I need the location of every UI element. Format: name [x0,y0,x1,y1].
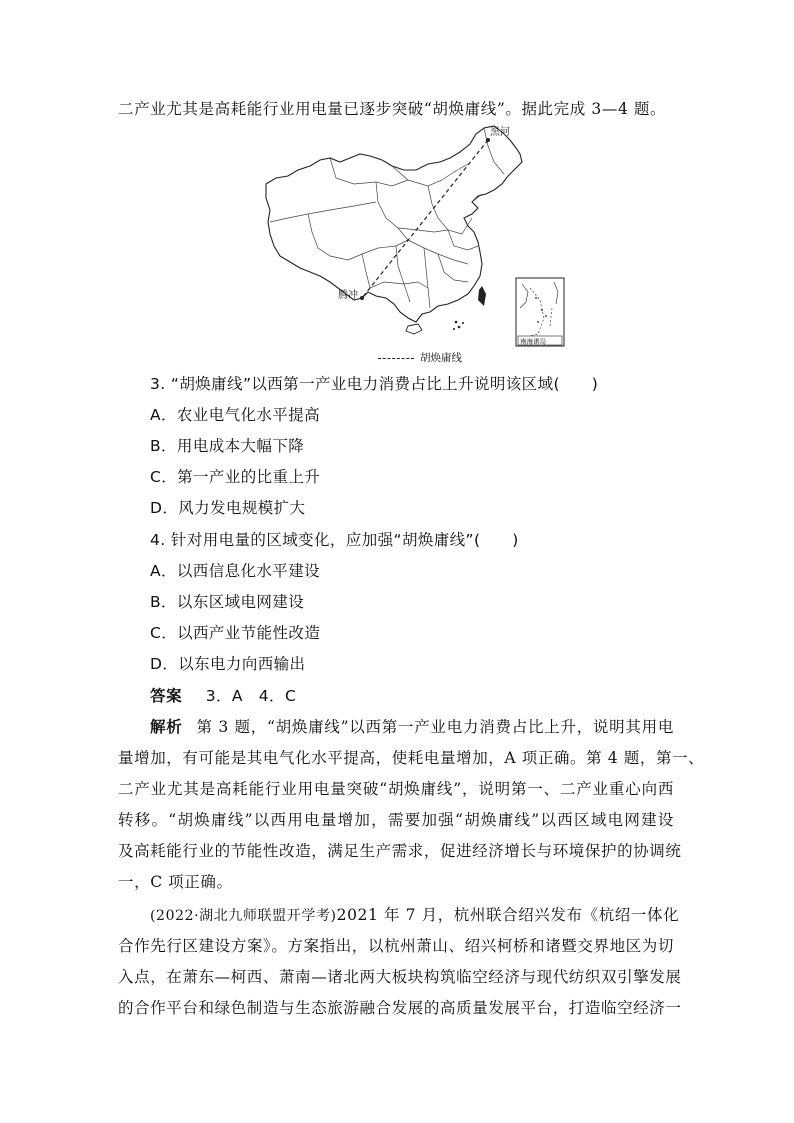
q4-option-c: C．以西产业节能性改造 [150,624,321,642]
passage-source: (2022·湖北九师联盟开学考) [150,908,337,924]
inset-label: 南海诸岛 [520,337,546,346]
q3-option-b: B．用电成本大幅下降 [150,437,305,455]
passage-line-4: 的合作平台和绿色制造与生态旅游融合发展的高质量发展平台，打造临空经济一 [118,999,682,1017]
analysis-line-3: 二产业尤其是高耗能行业用电量突破“胡焕庸线”，说明第一、二产业重心向西 [118,780,674,798]
china-map-figure [258,122,568,350]
q4-option-b: B．以东区域电网建设 [150,593,305,611]
passage-text-1: 2021 年 7 月，杭州联合绍兴发布《杭绍一体化 [336,906,680,924]
analysis-line-6: 一，C 项正确。 [118,873,233,891]
south-china-sea-inset [516,278,564,346]
analysis-line-1 [150,715,674,737]
passage-line-3: 入点，在萧东—柯西、萧南—诸北两大板块构筑临空经济与现代纺织双引擎发展 [118,968,682,986]
q3-option-d: D．风力发电规模扩大 [150,499,306,517]
hu-huanyong-line [362,140,488,298]
analysis-text-1: 第 3 题，“胡焕庸线”以西第一产业电力消费占比上升，说明其用电 [196,718,674,736]
label-tengchong: 腾冲 [338,290,358,301]
analysis-line-5: 及高耗能行业的节能性改造，满足生产需求，促进经济增长与环境保护的协调统 [118,842,682,860]
analysis-line-4: 转移。“胡焕庸线”以西用电量增加，需要加强“胡焕庸线”以西区域电网建设 [118,811,674,829]
analysis-line-2: 量增加，有可能是其电气化水平提高，使耗电量增加，A 项正确。第 4 题，第一、 [118,749,705,767]
sea-islands [453,321,464,330]
q4-option-a: A．以西信息化水平建设 [150,562,321,580]
legend-label: 胡焕庸线 [420,352,462,364]
q3-option-a: A．农业电气化水平提高 [150,406,321,424]
heihe-point [486,138,490,142]
passage-line-2: 合作先行区建设方案》。方案指出，以杭州萧山、绍兴柯桥和诸暨交界地区为切 [118,937,674,955]
map-legend [378,350,462,365]
tengchong-point [360,296,364,300]
intro-line: 二产业尤其是高耗能行业用电量已逐步突破“胡焕庸线”。据此完成 3—4 题。 [118,100,667,118]
answer-text: 3．A 4．C [205,687,297,705]
legend-dash-icon [378,358,414,359]
passage-line-1 [150,903,680,925]
hainan-island [406,324,422,334]
answer-label: 答案 [150,687,183,705]
province-borders [270,128,504,308]
q3-option-c: C．第一产业的比重上升 [150,468,321,486]
analysis-label: 解析 [150,718,183,736]
taiwan-island [478,286,486,306]
q3-stem: 3. “胡焕庸线”以西第一产业电力消费占比上升说明该区域( ) [150,375,599,393]
label-heihe: 黑河 [490,127,510,138]
answer-line [150,684,296,706]
q4-stem: 4. 针对用电量的区域变化，应加强“胡焕庸线”( ) [150,531,519,549]
q4-option-d: D．以东电力向西输出 [150,655,306,673]
